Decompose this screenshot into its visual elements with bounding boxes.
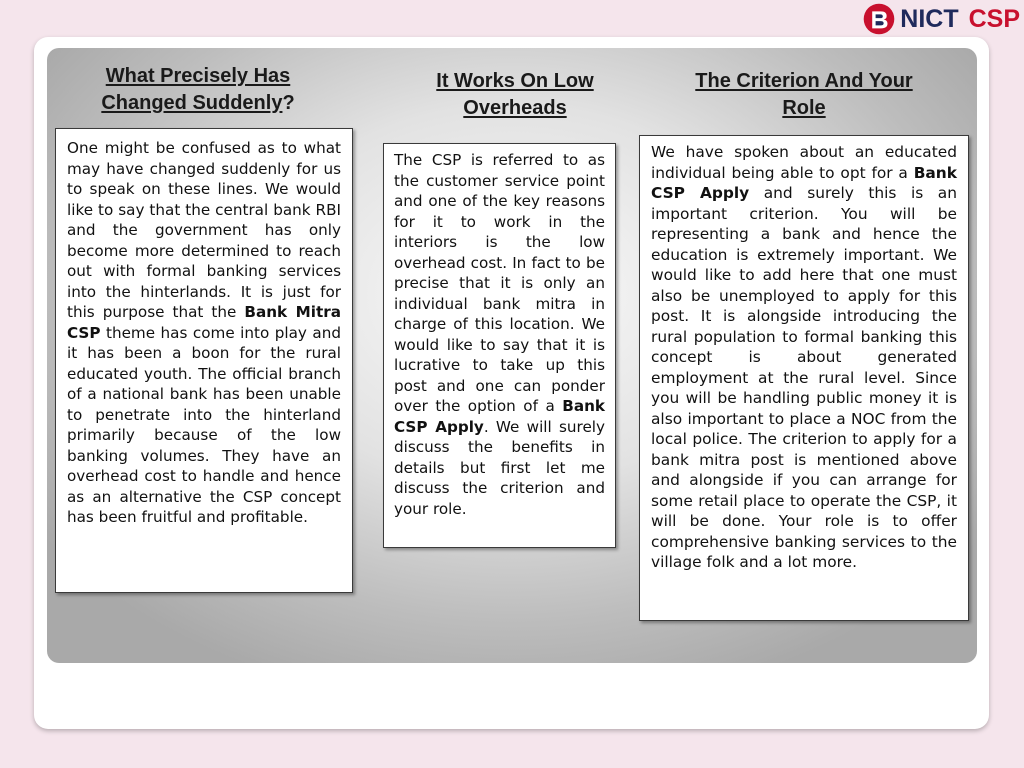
body-text: and surely this is an important criterion. You will be representing a bank and hence the education is extremely important. We would like to add here that one must also be unemployed to apply for this post. It is alongside introducing the rural population to formal banking this concept is about generated employment at the rural level. Since you will be handling public money it is also important to place a NOC from the local police. The criterion to apply for a bank mitra post is mentioned above and alongside if you can arrange for some retail place to operate the CSP, it will be done. Your role is to offer comprehensive banking services to the village folk and a lot more. — [651, 184, 957, 571]
body-text: One might be confused as to what may have changed suddenly for us to speak on these lines. We would like to say that the central bank RBI and the government has only become more determined to reach out with formal banking services into the hinterlands. It is just for this purpose that the — [67, 139, 341, 321]
heading-text: What Precisely Has Changed Suddenly — [101, 65, 291, 114]
keyword-bank-mitra-csp: Bank Mitra CSP — [67, 303, 341, 342]
column-heading-criterion-role — [684, 68, 924, 122]
logo-text-nict: NICT — [900, 5, 959, 33]
brand-logo — [862, 2, 1020, 36]
keyword-bank-csp-apply: Bank CSP Apply — [394, 397, 605, 436]
text-box-changed-suddenly — [55, 128, 353, 593]
heading-text: It Works On Low Overheads — [436, 70, 594, 119]
text-box-criterion-role — [639, 135, 969, 621]
column-heading-changed-suddenly — [78, 63, 318, 117]
body-text: . We will surely discuss the benefits in details but first let me discuss the criterion and your role. — [394, 417, 605, 518]
heading-text: The Criterion And Your Role — [695, 70, 913, 119]
logo-mark-icon — [862, 2, 896, 36]
logo-text-csp: CSP — [968, 5, 1020, 33]
heading-suffix: ? — [282, 92, 295, 114]
column-heading-low-overheads — [395, 68, 635, 122]
body-text: The CSP is referred to as the customer service point and one of the key reasons for it to work in the interiors is the low overhead cost. In fact to be precise that it is only an individual bank mitra in charge of this location. We would like to say that it is lucrative to take up this post and one can ponder over the option of a — [394, 151, 605, 415]
body-text: theme has come into play and it has been a boon for the rural educated youth. The official branch of a national bank has been unable to penetrate into the hinterland primarily because of the low banking volumes. They have an overhead cost to handle and hence as an alternative the CSP concept has been fruitful and profitable. — [67, 323, 341, 526]
keyword-bank-csp-apply: Bank CSP Apply — [651, 163, 957, 202]
body-text: We have spoken about an educated individual being able to opt for a — [651, 143, 957, 182]
text-box-low-overheads — [383, 143, 616, 548]
